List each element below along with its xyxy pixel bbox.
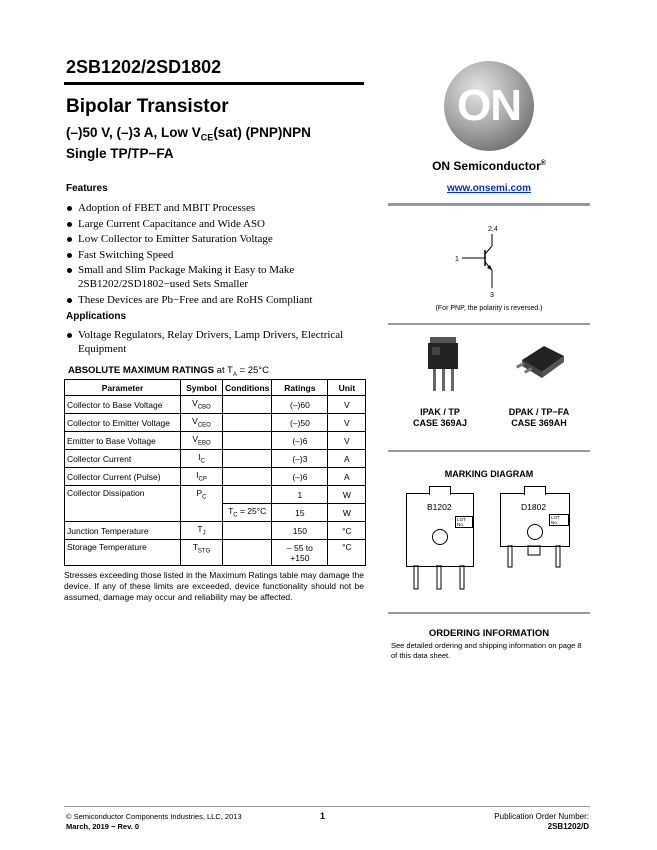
- cell-rating: 150: [272, 522, 328, 540]
- marking-right-leads: [500, 545, 568, 571]
- marking-right-package: [500, 493, 570, 547]
- marking-left-package: [406, 493, 474, 567]
- table-row: [65, 450, 366, 468]
- cell-symbol: $I_C$: [181, 450, 223, 468]
- table-row: [65, 432, 366, 450]
- column-header: Symbol: [181, 380, 223, 396]
- company-name: ON Semiconductor®: [432, 159, 546, 173]
- ratings-table: [64, 379, 366, 566]
- logo-text: ON: [457, 81, 521, 130]
- applications-list: [66, 328, 356, 358]
- table-row: [65, 486, 366, 504]
- part-number: 2SB1202/2SD1802: [66, 57, 222, 77]
- ratings-title: ABSOLUTE MAXIMUM RATINGS at $T_A = 25^\circ C$: [68, 365, 269, 378]
- cell-conditions: [223, 414, 272, 432]
- marking-left-leads: [406, 565, 472, 593]
- cell-unit: V: [328, 414, 366, 432]
- footer-rule: [64, 806, 590, 807]
- cell-unit: V: [328, 396, 366, 414]
- cell-conditions: [223, 540, 272, 566]
- header-rule: [64, 82, 364, 85]
- cell-rating: (–)6: [272, 468, 328, 486]
- cell-rating: (–)60: [272, 396, 328, 414]
- table-header-row: [65, 380, 366, 396]
- cell-conditions: [223, 468, 272, 486]
- cell-unit: W: [328, 504, 366, 522]
- cell-symbol: $P_C$: [181, 486, 223, 522]
- copyright: © Semiconductor Components Industries, LLC, 2013: [66, 812, 242, 821]
- ipak-label: IPAK / TP CASE 369AJ: [412, 407, 468, 428]
- features-heading: Features: [66, 183, 108, 194]
- table-row: [65, 396, 366, 414]
- website-link[interactable]: www.onsemi.com: [446, 183, 532, 194]
- cell-symbol: $V_{CEO}$: [181, 414, 223, 432]
- divider: [388, 450, 590, 452]
- pin-bottom-label: 3: [490, 292, 494, 299]
- cell-parameter: Collector Current: [65, 450, 181, 468]
- cell-parameter: Collector Current (Pulse): [65, 468, 181, 486]
- marking-heading: MARKING DIAGRAM: [444, 469, 534, 479]
- cell-rating: (–)50: [272, 414, 328, 432]
- lot-label: LOT No.: [455, 516, 473, 528]
- cell-symbol: $V_{EBO}$: [181, 432, 223, 450]
- divider: [388, 612, 590, 614]
- list-item: These Devices are Pb−Free and are RoHS Compliant: [66, 293, 356, 307]
- cell-unit: V: [328, 432, 366, 450]
- cell-parameter: Emitter to Base Voltage: [65, 432, 181, 450]
- page-number: 1: [320, 811, 326, 821]
- cell-unit: A: [328, 468, 366, 486]
- table-row: [65, 540, 366, 566]
- list-item: Adoption of FBET and MBIT Processes: [66, 201, 356, 215]
- subtitle: (–)50 V, (–)3 A, Low $V_{CE}(sat)$ (PNP)NPN Single TP/TP−FA: [66, 125, 311, 161]
- lot-label: LOT No.: [549, 514, 569, 526]
- dpak-label: DPAK / TP−FA CASE 369AH: [508, 407, 570, 428]
- list-item: Voltage Regulators, Relay Drivers, Lamp Drivers, Electrical Equipment: [66, 328, 356, 356]
- cell-unit: W: [328, 486, 366, 504]
- cell-parameter: Junction Temperature: [65, 522, 181, 540]
- table-row: [65, 468, 366, 486]
- cell-conditions: [223, 432, 272, 450]
- table-row: [65, 522, 366, 540]
- cell-conditions: [223, 486, 272, 504]
- divider: [388, 323, 590, 325]
- list-item: Large Current Capacitance and Wide ASO: [66, 217, 356, 231]
- pin-top-label: 2,4: [488, 226, 498, 233]
- applications-heading: Applications: [66, 311, 127, 322]
- column-header: Parameter: [65, 380, 181, 396]
- features-list: [66, 201, 356, 308]
- ordering-heading: ORDERING INFORMATION: [428, 628, 550, 639]
- cell-rating: 15: [272, 504, 328, 522]
- revision-date: March, 2019 − Rev. 0: [66, 822, 140, 831]
- pin-left-label: 1: [455, 256, 459, 263]
- cell-rating: 1: [272, 486, 328, 504]
- cell-conditions: [223, 450, 272, 468]
- marking-code: D1802: [521, 502, 547, 512]
- column-header: Unit: [328, 380, 366, 396]
- cell-parameter: Collector Dissipation: [65, 486, 181, 522]
- column-header: Ratings: [272, 380, 328, 396]
- marking-code: B1202: [427, 502, 452, 512]
- cell-rating: – 55 to +150: [272, 540, 328, 566]
- publication-label: Publication Order Number:: [494, 812, 589, 821]
- cell-unit: °C: [328, 522, 366, 540]
- cell-conditions: $T_C = 25^\circ C$: [223, 504, 272, 522]
- cell-unit: A: [328, 450, 366, 468]
- polarity-note: (For PNP, the polarity is reversed.): [435, 305, 543, 312]
- table-row: [65, 414, 366, 432]
- dpak-package-icon: [510, 340, 570, 385]
- cell-conditions: [223, 522, 272, 540]
- cell-symbol: $T_{STG}$: [181, 540, 223, 566]
- list-item: Low Collector to Emitter Saturation Voltage: [66, 232, 356, 246]
- publication-number: 2SB1202/D: [547, 822, 589, 831]
- ipak-package-icon: [420, 335, 470, 395]
- column-header: Conditions: [223, 380, 272, 396]
- cell-conditions: [223, 396, 272, 414]
- marking-hole: [527, 524, 543, 540]
- cell-parameter: Storage Temperature: [65, 540, 181, 566]
- cell-rating: (–)6: [272, 432, 328, 450]
- cell-rating: (–)3: [272, 450, 328, 468]
- page-title: Bipolar Transistor: [66, 96, 229, 117]
- cell-symbol: $I_{CP}$: [181, 468, 223, 486]
- on-logo: [444, 61, 534, 151]
- list-item: Fast Switching Speed: [66, 248, 356, 262]
- divider: [388, 203, 590, 206]
- cell-symbol: $T_J$: [181, 522, 223, 540]
- cell-parameter: Collector to Emitter Voltage: [65, 414, 181, 432]
- ratings-note: Stresses exceeding those listed in the Maximum Ratings table may damage the device. If any of these limits are exceeded, device functionality should not be assumed, damage may occur and reliability may be affected.: [64, 570, 364, 602]
- cell-unit: °C: [328, 540, 366, 566]
- cell-symbol: $V_{CBO}$: [181, 396, 223, 414]
- ordering-text: See detailed ordering and shipping information on page 8 of this data sheet.: [391, 641, 582, 660]
- marking-hole: [432, 529, 448, 545]
- transistor-schematic-icon: [440, 222, 540, 300]
- list-item: Small and Slim Package Making it Easy to Make 2SB1202/2SD1802−used Sets Smaller: [66, 263, 356, 291]
- cell-parameter: Collector to Base Voltage: [65, 396, 181, 414]
